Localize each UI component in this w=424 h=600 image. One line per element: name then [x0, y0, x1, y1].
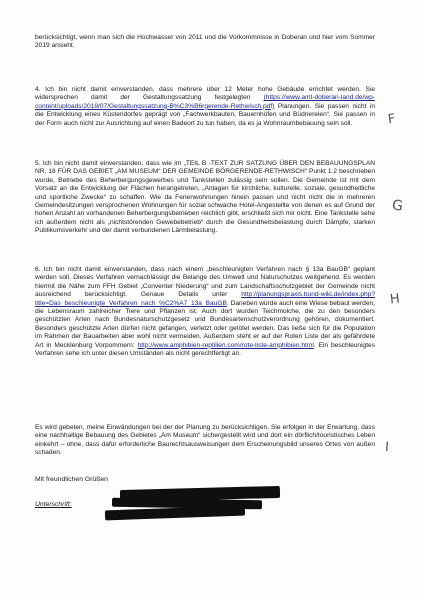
p6-text-a: 6. Ich bin nicht damit einverstanden, dass nach einem „beschleunigten Verfahren nach § 13a BauGB“ geplant werden soll. Dieses Verfahren vernachlässigt die Belange des Umwelt und Naturschutzes weitgehend. Es werden hiermit die Nähe zum FFH Gebiet „Conventer Niederung“ und zum Landschaftsschutzgebiet der Gemeinde nicht ausreichend berücksichtigt. Genaue Details unter — [35, 266, 375, 299]
intro-text: berücksichtigt, wenn man sich die Hochwasser von 2011 und die Vorkommnisse in Doberan und hier vom Sommer 2019 ansieht. — [35, 34, 375, 50]
intro-paragraph — [35, 34, 375, 51]
margin-mark-i: I — [384, 439, 390, 456]
p4-text-b: Planungen. Sie passen nicht in die Entwicklung eines Küstendorfes geprägt von „Fachwerkbauten, Bauernhöfen und Büdnereien“. Sie passen in der Form auch nicht zur Ausrichtung auf einen Badeort zu tun haben, da es ja Wohnraumbebauung sein soll. — [35, 102, 375, 127]
gestaltungssatzung-link[interactable]: (https://www.amt-doberan-land.de/wp-content/uploads/2019/07/Gestaltungssatzung-B%C3%B6rgerende-Rethwisch.pdf) — [35, 94, 375, 110]
p5-text: 5. Ich bin nicht damit einverstanden, dass wie im „TEIL B -TEXT ZUR SATZUNG ÜBER DEN BEBAUUNGSPLAN NR. 18 FÜR DAS GEBIET „AM MUSEUM“ DER GEMEINDE BÖRGERENDE-RETHWISCH“ Punkt 1.2 beschrieben wurde, Betriebe des Beherbergungsgewerbes und Tankstellen zulässig sein sollen. Die Gemeinde ist mit dem Vorsatz an die Entwicklung der Flächen herangetreten, „Anlagen für kirchliche, kulturelle, soziale, gesundheitliche und sportliche Zwecke“ zu schaffen. Wie da Ferienwohnungen hinein passen und nicht nicht die in mehreren Gemeindesitzungen versprochenen Wohnungen für sozial schwache Hotel-Angestellte von denen es auf Grund der hohen Anzahl an vorhandenen Beherbergungsbetrieben reichlich gibt, erschließt sich mir nicht. Eine Tankstelle sehe ich außerdem nicht als „nichtstörenden Gewebebetrieb“ durch die Gesundheitsbelastung durch Dämpfe, starken Publikumsverkehr und der damit verbundenen Lärmbelastung. — [35, 160, 375, 235]
margin-mark-f: F — [386, 111, 397, 128]
rote-liste-link[interactable]: http://www.amphibien-reptilien.com/rote-liste-amphibien.html — [137, 341, 314, 349]
planungspraxis-link[interactable]: http://planungspraxis.bund-wiki.de/index.php?title=Das_beschleunigte_Verfahren_nach_%C2%A7_13a_BauGB — [35, 291, 375, 307]
margin-mark-h: H — [389, 291, 401, 308]
margin-mark-g: G — [390, 197, 405, 215]
signature-label: Unterschrift: — [35, 501, 72, 508]
closing-text: Es wird gebeten, meine Einwändungen bei der der Planung zu berücksichtigen. Sie erfolgen in der Erwartung, dass eine nachhaltige Bebauung des Gebietes „Am Museum“ sichergestellt wird und dort ein dörflich/touristisches Leben einkehrt – ohne, dass dafür erforderliche Baurechtsausweisungen dem Erscheinungsbild unseres Ortes von außen schaden. — [35, 424, 375, 457]
paragraph-6 — [35, 266, 375, 358]
paragraph-4 — [35, 86, 375, 128]
p6-text-b: . Daneben würde auch eine Wiese bebaut werden, die Lebensraum zahlreicher Tiere und Pflanzen ist. Auch dort wurden Teichmolche, die zu den besonders geschützten Arten nach Bundesnaturschutzgesetz und Bundesartenschutzverordnung gehören, dokumentiert. Besonders geschützte Arten dürfen nicht gefangen, verletzt oder getötet werden. Das ließe sich für die Population im Rahmen der Bauarbeiten aber wohl nicht vermeiden. Außerdem steht er auf der Roten Liste der als gefährdete Art in Mecklenburg Vorpommern: — [35, 299, 375, 349]
p6-text-c: . Ein beschleunigtes Verfahren sehe ich unter diesen Umständen als nicht gerechtfertigt an. — [35, 341, 376, 358]
closing-paragraph — [35, 424, 375, 458]
p4-text-a: 4. Ich bin nicht damit einverstanden, dass mehrere über 12 Meter hohe Gebäude errichtet werden. Sie widersprechen damit der Gestaltungssatzung festgelegten — [35, 86, 375, 102]
paragraph-5 — [35, 160, 375, 236]
redaction-bar-3 — [105, 506, 245, 521]
greeting: Mit freundlichen Grüßen — [35, 476, 108, 483]
